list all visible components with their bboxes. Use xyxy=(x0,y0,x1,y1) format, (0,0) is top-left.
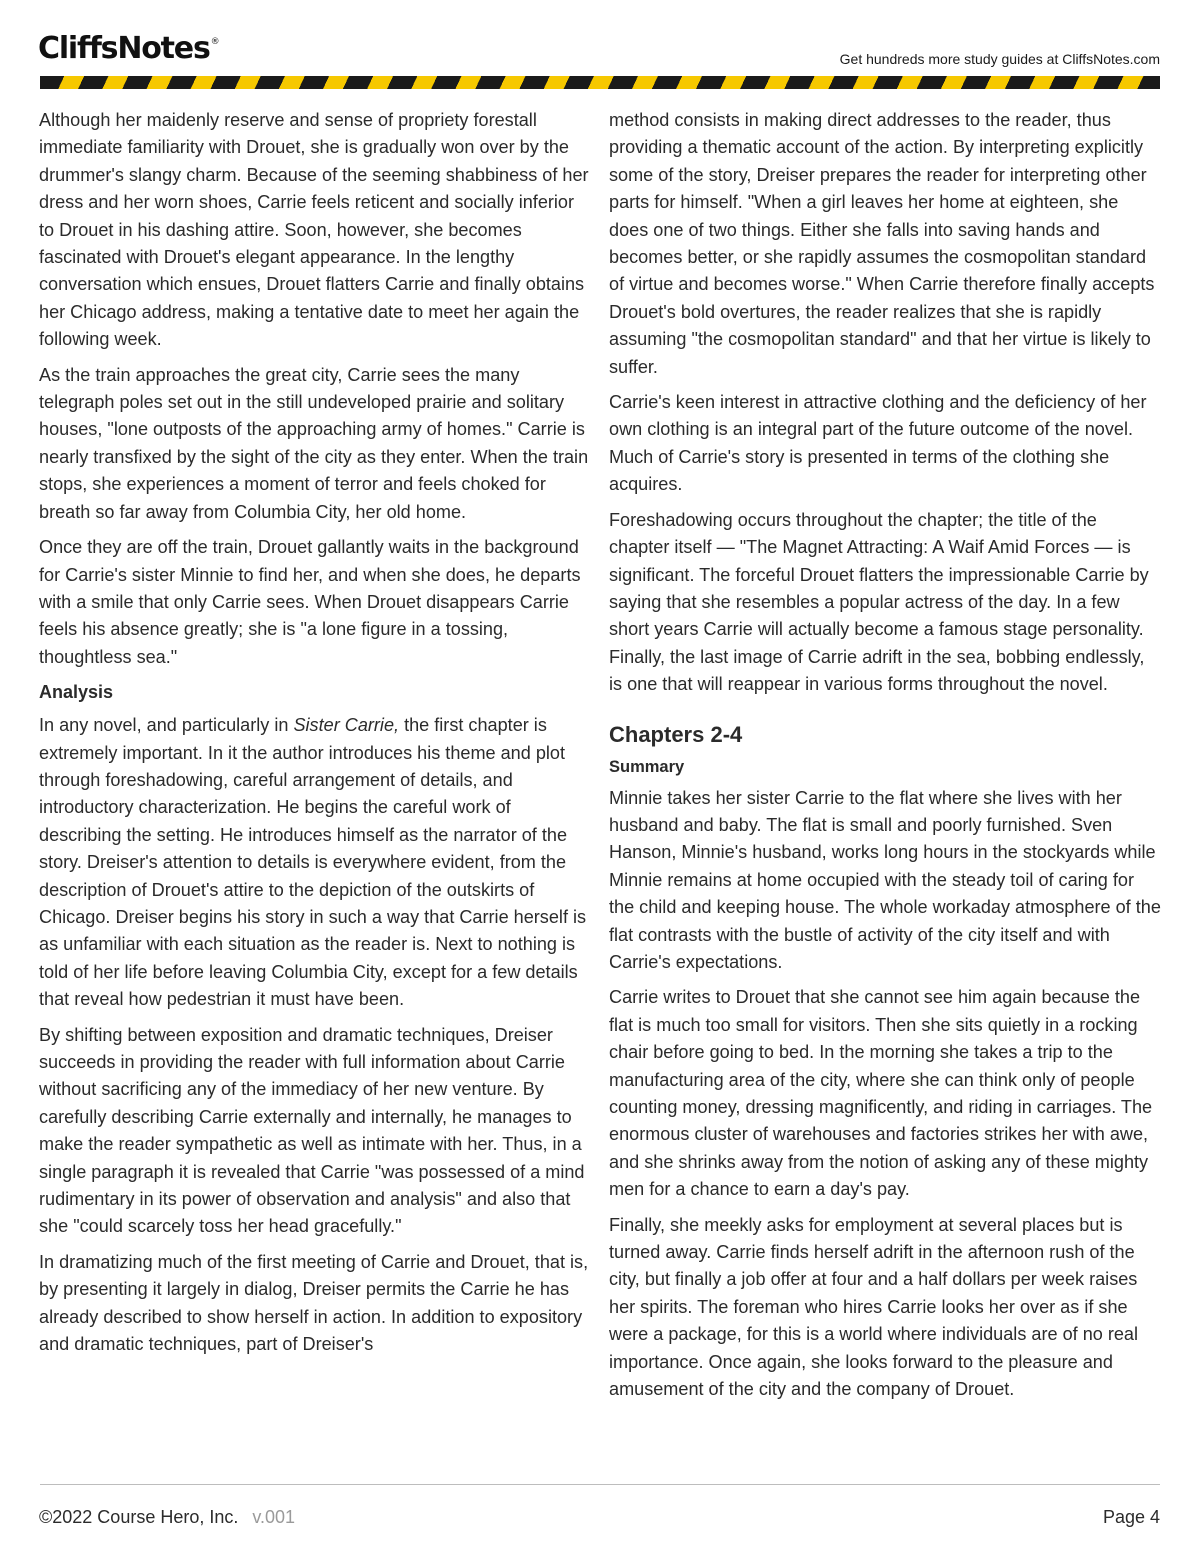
paragraph: Finally, she meekly asks for employment at several places but is turned away. Carrie finds herself adrift in the afternoon rush of the city, but finally a job offer at four and a half dollars per week raises her spirits. The foreman who hires Carrie looks her over as if she were a package, for this is a world where individuals are of no real importance. Once again, she looks forward to the pleasure and amusement of the city and the company of Drouet. xyxy=(609,1214,1139,1400)
hazard-stripe-divider xyxy=(40,76,1160,89)
footer-copyright xyxy=(39,1505,295,1529)
paragraph xyxy=(39,712,591,1013)
logo-text: CliffsNotes xyxy=(38,31,210,66)
paragraph-text: the first chapter is extremely important. In it the author introduces his theme and plot through foreshadowing, careful arrangement of details, and introductory characterization. He begins the careful work of describing the setting. He introduces himself as the narrator of the story. Dreiser's attention to details is everywhere evident, from the description of Drouet's attire to the depiction of the outskirts of Chicago. Dreiser begins his story in such a way that Carrie herself is as unfamiliar with each situation as the reader is. Next to nothing is told of her life before leaving Columbia City, except for a few details that reveal how pedestrian it must have been. xyxy=(39,715,587,1010)
analysis-heading: Analysis xyxy=(39,682,114,703)
paragraph: As the train approaches the great city, Carrie sees the many telegraph poles set out in the still undeveloped prairie and solitary houses, "lone outposts of the approaching army of homes." Carrie is nearly transfixed by the sight of the city as they enter. When the train stops, she experiences a moment of terror and feels choked for breath so far away from Columbia City, her old home. xyxy=(39,364,589,522)
page-number: Page 4 xyxy=(1102,1507,1160,1527)
paragraph: Once they are off the train, Drouet gallantly waits in the background for Carrie's sister Minnie to find her, and when she does, he departs with a smile that only Carrie sees. When Drouet disappears Carrie feels his absence greatly; she is "a lone figure in a tossing, thoughtless sea." xyxy=(39,537,581,667)
footer-divider xyxy=(40,1484,1160,1485)
paragraph: Minnie takes her sister Carrie to the flat where she lives with her husband and baby. The flat is small and poorly furnished. Sven Hanson, Minnie's husband, works long hours in the stockyards while Minnie remains at home occupied with the steady toil of caring for the child and keeping house. The whole workaday atmosphere of the flat contrasts with the bustle of activity of the city itself and with Carrie's expectations. xyxy=(609,787,1161,972)
paragraph: In dramatizing much of the first meeting of Carrie and Drouet, that is, by presenting it largely in dialog, Dreiser permits the Carrie he has already described to show herself in action. In addition to expository and dramatic techniques, part of Dreiser's xyxy=(39,1251,589,1355)
left-column xyxy=(39,107,591,1411)
summary-heading: Summary xyxy=(609,757,685,776)
version-label: v.001 xyxy=(252,1507,296,1527)
paragraph-text: In any novel, and particularly in xyxy=(39,715,294,736)
paragraph: Foreshadowing occurs throughout the chapter; the title of the chapter itself — "The Magnet Attracting: A Waif Amid Forces — is significant. The forceful Drouet flatters the impressionable Carrie by saying that she resembles a popular actress of the day. In a few short years Carrie will actually become a famous stage personality. Finally, the last image of Carrie adrift in the sea, bobbing endlessly, is one that will reappear in various forms throughout the novel. xyxy=(609,509,1149,695)
header-tagline: Get hundreds more study guides at CliffsNotes.com xyxy=(839,51,1160,67)
paragraph: Carrie writes to Drouet that she cannot see him again because the flat is much too small for visitors. Then she sits quietly in a rocking chair before going to bed. In the morning she takes a trip to the manufacturing area of the city, where she can think only of people counting money, dressing magnificently, and riding in carriages. The enormous cluster of warehouses and factories strikes her with awe, and she shrinks away from the notion of asking any of these mighty men for a chance to earn a day's pay. xyxy=(609,987,1153,1200)
right-column xyxy=(609,107,1161,1411)
paragraph: By shifting between exposition and dramatic techniques, Dreiser succeeds in providing the reader with full information about Carrie without sacrificing any of the immediacy of her new venture. By carefully describing Carrie externally and internally, he manages to make the reader sympathetic as well as intimate with her. Thus, in a single paragraph it is revealed that Carrie "was possessed of a mind rudimentary in its power of observation and analysis" and also that she "could scarcely toss her head gracefully." xyxy=(39,1024,585,1237)
copyright-text: ©2022 Course Hero, Inc. xyxy=(39,1507,239,1527)
book-title: Sister Carrie, xyxy=(293,715,400,736)
chapter-heading: Chapters 2-4 xyxy=(609,721,743,747)
paragraph: Carrie's keen interest in attractive clothing and the deficiency of her own clothing is an integral part of the future outcome of the novel. Much of Carrie's story is presented in terms of the clothing she acquires. xyxy=(609,392,1147,495)
paragraph: method consists in making direct addresses to the reader, thus providing a thematic account of the action. By interpreting explicitly some of the story, Dreiser prepares the reader for interpreting other parts for himself. "When a girl leaves her home at eighteen, she does one of two things. Either she falls into saving hands and becomes better, or she rapidly assumes the cosmopolitan standard of virtue and becomes worse." When Carrie therefore finally accepts Drouet's bold overtures, the reader realizes that she is rapidly assuming "the cosmopolitan standard" and that her virtue is likely to suffer. xyxy=(609,110,1155,377)
registered-mark: ® xyxy=(210,37,219,47)
page-content xyxy=(39,107,1161,1411)
paragraph: Although her maidenly reserve and sense of propriety forestall immediate familiarity with Drouet, she is gradually won over by the drummer's slangy charm. Because of the seeming shabbiness of her dress and her worn shoes, Carrie feels reticent and socially inferior to Drouet in his dashing attire. Soon, however, she becomes fascinated with Drouet's elegant appearance. In the lengthy conversation which ensues, Drouet flatters Carrie and finally obtains her Chicago address, making a tentative date to meet her again the following week. xyxy=(39,110,589,350)
cliffsnotes-logo xyxy=(38,31,219,66)
